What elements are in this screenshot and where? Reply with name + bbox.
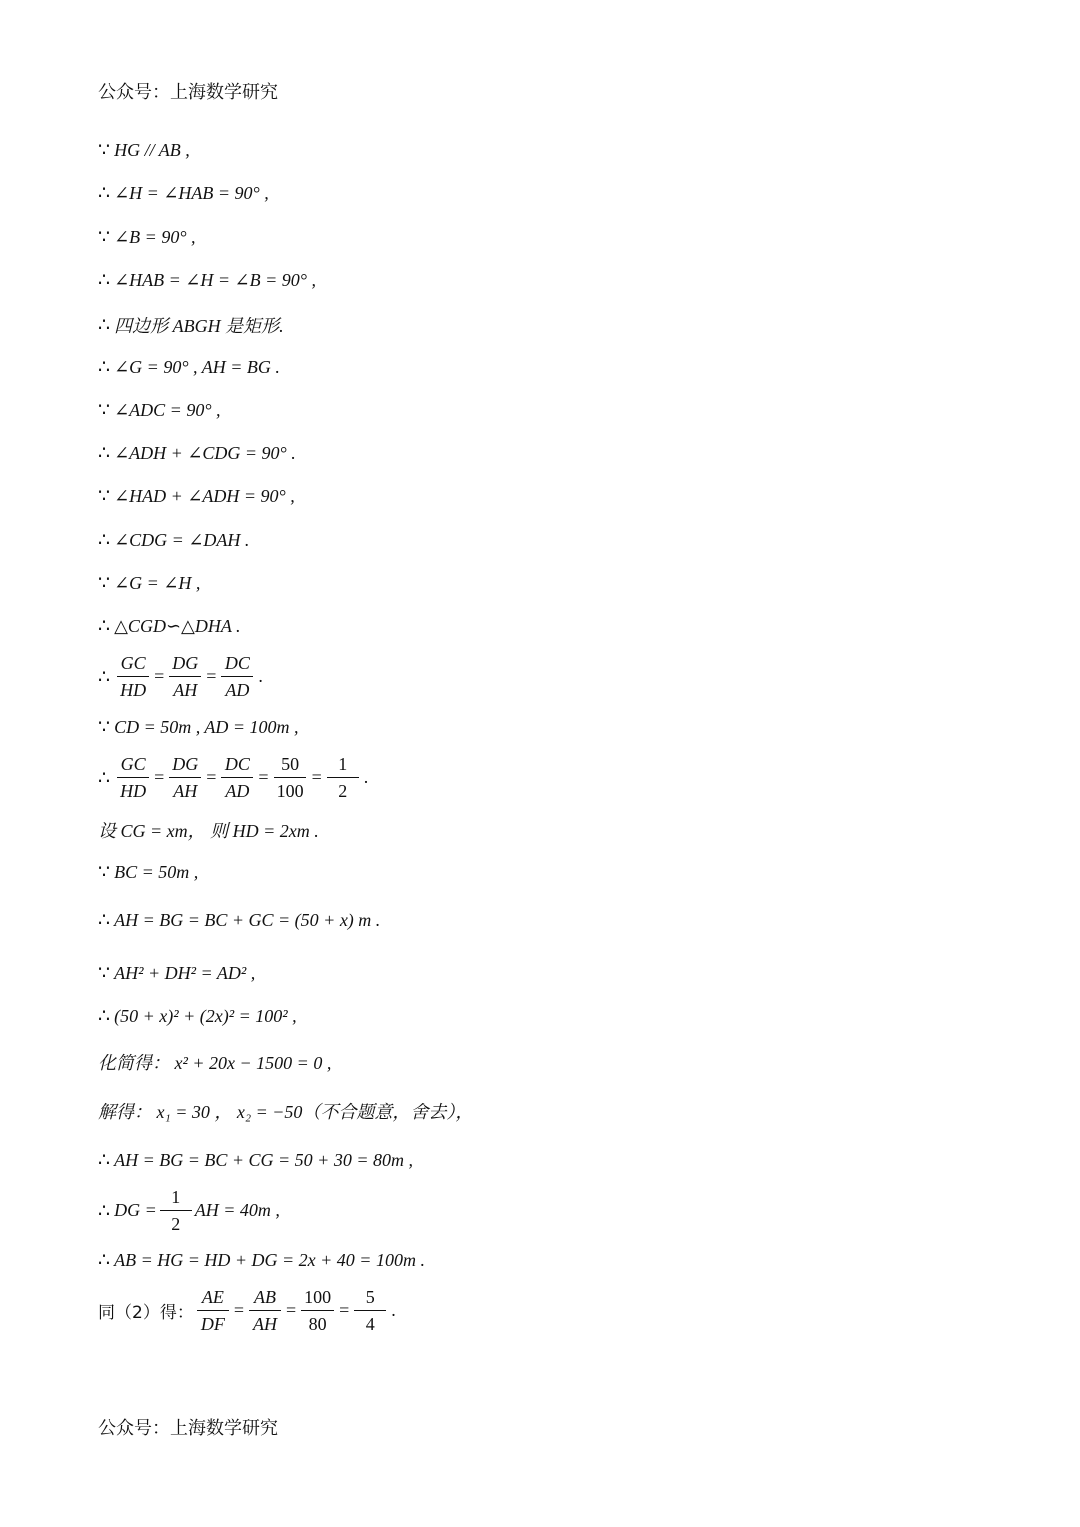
proof-line <box>98 1149 413 1171</box>
proof-line-text: ∠HAB = ∠H = ∠B = 90° , <box>114 269 316 290</box>
proof-line-text: ∠ADC = 90° , <box>114 399 221 420</box>
therefore-symbol: ∴ <box>98 356 111 378</box>
proof-line-text: 解得： x₁ = 30 ， x₂ = −50（不合题意，舍去）， <box>98 1102 474 1122</box>
proof-line <box>98 182 269 204</box>
fraction <box>160 1188 192 1233</box>
numerator: AE <box>197 1288 229 1311</box>
because-symbol: ∵ <box>98 399 111 421</box>
equals-sign: = <box>258 767 269 787</box>
proof-line <box>98 817 319 843</box>
therefore-symbol: ∴ <box>98 1149 111 1171</box>
because-symbol: ∵ <box>98 716 111 738</box>
equals-sign: = <box>233 1300 244 1320</box>
denominator: HD <box>120 680 147 700</box>
numerator: 5 <box>354 1288 386 1311</box>
therefore-symbol: ∴ <box>98 1249 111 1271</box>
proof-line-text: ∠CDG = ∠DAH . <box>114 529 250 550</box>
therefore-symbol: ∴ <box>98 615 111 637</box>
proof-line <box>98 615 241 637</box>
fraction <box>169 654 201 699</box>
denominator: DF <box>200 1314 225 1334</box>
because-symbol: ∵ <box>98 226 111 248</box>
proof-line <box>98 529 249 551</box>
numerator: DC <box>221 654 253 677</box>
proof-line <box>98 312 284 338</box>
denominator: AH <box>252 1314 277 1334</box>
period: . <box>258 666 263 686</box>
therefore-symbol: ∴ <box>98 314 111 336</box>
proof-line-text: HG // AB , <box>114 139 190 160</box>
fraction <box>249 1288 281 1333</box>
because-symbol: ∵ <box>98 485 111 507</box>
fraction <box>327 755 359 800</box>
therefore-symbol: ∴ <box>98 909 111 931</box>
proof-line-text: ∠G = 90° , AH = BG . <box>114 356 280 377</box>
denominator: 2 <box>338 781 348 801</box>
period: . <box>363 767 369 787</box>
proof-line <box>98 399 221 421</box>
because-symbol: ∵ <box>98 861 111 883</box>
proof-line <box>98 572 200 594</box>
proof-line-text: AH = BG = BC + CG = 50 + 30 = 80m , <box>114 1149 413 1170</box>
equals-sign: = <box>339 1300 350 1320</box>
equals-sign: = <box>311 767 322 787</box>
equals-sign: = <box>206 767 217 787</box>
denominator: AD <box>225 680 250 700</box>
proof-line-text: 四边形 ABGH 是矩形. <box>114 316 284 336</box>
proof-line-text: (50 + x)² + (2x)² = 100² , <box>114 1005 297 1026</box>
proof-line <box>98 269 316 291</box>
proof-line-text: ∠H = ∠HAB = 90° , <box>114 182 269 203</box>
equals-sign: = <box>154 767 165 787</box>
fraction <box>301 1288 334 1333</box>
proof-line <box>98 356 280 378</box>
fraction <box>169 755 201 800</box>
proof-line-text: BC = 50m , <box>114 861 199 882</box>
dg-suffix: AH = 40m , <box>194 1200 280 1220</box>
fraction <box>221 654 253 699</box>
given-lengths-text: CD = 50m , AD = 100m , <box>114 716 299 737</box>
numerator: 1 <box>160 1188 192 1211</box>
proof-line-text: △CGD∽△DHA . <box>114 615 241 636</box>
proof-line <box>98 861 198 883</box>
denominator: 100 <box>276 781 304 801</box>
therefore-symbol: ∴ <box>98 1005 111 1027</box>
because-symbol: ∵ <box>98 572 111 594</box>
numerator: DG <box>169 654 201 677</box>
equals-sign: = <box>206 666 217 686</box>
proof-line-text: ∠B = 90° , <box>114 226 196 247</box>
denominator: AD <box>225 781 250 801</box>
equals-sign: = <box>154 666 165 686</box>
denominator: HD <box>120 781 147 801</box>
proof-line <box>98 1098 473 1124</box>
proof-line <box>98 1005 297 1027</box>
period: . <box>391 1300 396 1320</box>
prefix-text: 同（2）得： <box>98 1303 194 1323</box>
therefore-symbol: ∴ <box>98 269 111 291</box>
given-lengths-line <box>98 716 299 738</box>
fraction <box>274 755 307 800</box>
numerator: 1 <box>327 755 359 778</box>
numerator: 100 <box>301 1288 334 1311</box>
because-symbol: ∵ <box>98 962 111 984</box>
dg-prefix: DG = <box>114 1200 157 1220</box>
numerator: DG <box>169 755 201 778</box>
proof-line <box>98 226 196 248</box>
ratio-equation-1 <box>98 654 265 699</box>
denominator: 4 <box>365 1314 375 1334</box>
proof-line <box>98 909 380 931</box>
therefore-symbol: ∴ <box>98 665 111 688</box>
fraction <box>117 654 149 699</box>
denominator: 80 <box>308 1314 327 1334</box>
proof-line <box>98 962 255 984</box>
proof-line-text: ∠ADH + ∠CDG = 90° . <box>114 442 296 463</box>
proof-line <box>98 485 295 507</box>
fraction <box>221 755 253 800</box>
page-footer: 公众号：上海数学研究 <box>98 1418 278 1439</box>
fraction <box>354 1288 386 1333</box>
therefore-symbol: ∴ <box>98 182 111 204</box>
therefore-symbol: ∴ <box>98 442 111 464</box>
proof-line-text: ∠HAD + ∠ADH = 90° , <box>114 485 295 506</box>
equals-sign: = <box>285 1300 297 1320</box>
proof-line-text: 设 CG = xm， 则 HD = 2xm . <box>98 821 319 841</box>
ratio-equation-3 <box>98 1288 398 1333</box>
dg-equation-line <box>98 1188 280 1233</box>
ratio-equation-2 <box>98 755 370 800</box>
because-symbol: ∵ <box>98 139 111 161</box>
ab-equation-text: AB = HG = HD + DG = 2x + 40 = 100m . <box>114 1249 425 1270</box>
ab-equation-line <box>98 1249 425 1271</box>
denominator: AH <box>173 680 198 700</box>
denominator: 2 <box>171 1214 181 1234</box>
proof-line-text: ∠G = ∠H , <box>114 572 201 593</box>
page-header: 公众号：上海数学研究 <box>98 82 278 103</box>
numerator: DC <box>221 755 253 778</box>
proof-line-text: AH = BG = BC + GC = (50 + x) m . <box>114 909 381 930</box>
proof-line-text: AH² + DH² = AD² , <box>114 962 256 983</box>
numerator: AB <box>249 1288 281 1311</box>
therefore-symbol: ∴ <box>98 1199 111 1222</box>
numerator: GC <box>117 755 149 778</box>
denominator: AH <box>173 781 198 801</box>
proof-line <box>98 1049 331 1075</box>
numerator: 50 <box>274 755 306 778</box>
proof-line <box>98 442 296 464</box>
numerator: GC <box>117 654 149 677</box>
fraction <box>117 755 149 800</box>
proof-line <box>98 139 190 161</box>
fraction <box>197 1288 229 1333</box>
proof-line-text: 化简得： x² + 20x − 1500 = 0 , <box>98 1053 332 1073</box>
therefore-symbol: ∴ <box>98 766 111 789</box>
therefore-symbol: ∴ <box>98 529 111 551</box>
